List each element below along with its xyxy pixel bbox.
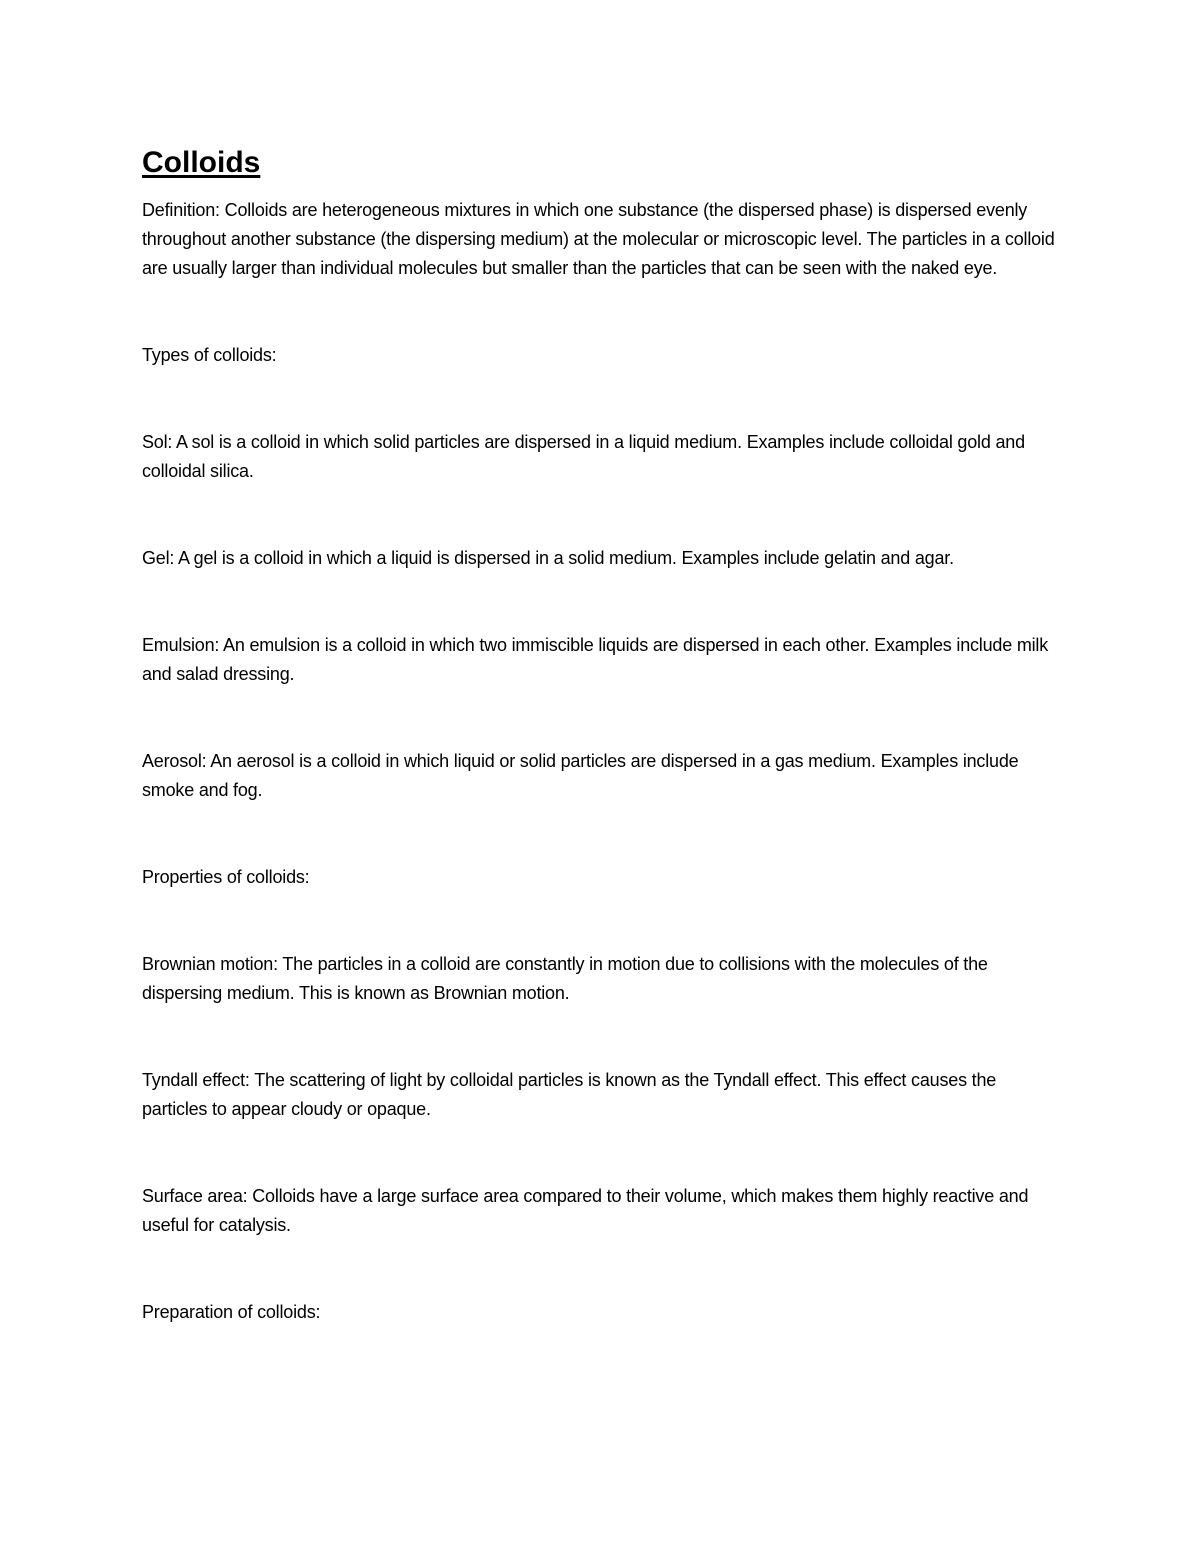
spacer xyxy=(142,486,1057,544)
spacer xyxy=(142,892,1057,950)
surface-area-paragraph: Surface area: Colloids have a large surface area compared to their volume, which makes them highly reactive and useful for catalysis. xyxy=(142,1186,1029,1235)
properties-heading: Properties of colloids: xyxy=(142,867,310,887)
spacer xyxy=(142,1124,1057,1182)
spacer xyxy=(142,1240,1057,1298)
spacer xyxy=(142,573,1057,631)
aerosol-paragraph: Aerosol: An aerosol is a colloid in which liquid or solid particles are dispersed in a gas medium. Examples include smoke and fog. xyxy=(142,751,1019,800)
document-page xyxy=(142,140,1057,1327)
emulsion-paragraph: Emulsion: An emulsion is a colloid in which two immiscible liquids are dispersed in each other. Examples include milk and salad dressing. xyxy=(142,635,1049,684)
spacer xyxy=(142,689,1057,747)
gel-paragraph: Gel: A gel is a colloid in which a liquid is dispersed in a solid medium. Examples include gelatin and agar. xyxy=(142,548,954,568)
tyndall-effect-paragraph: Tyndall effect: The scattering of light by colloidal particles is known as the Tyndall effect. This effect causes the particles to appear cloudy or opaque. xyxy=(142,1070,997,1119)
spacer xyxy=(142,283,1057,341)
sol-paragraph: Sol: A sol is a colloid in which solid particles are dispersed in a liquid medium. Examples include colloidal gold and colloidal silica. xyxy=(142,432,1025,481)
spacer xyxy=(142,805,1057,863)
types-heading: Types of colloids: xyxy=(142,345,277,365)
preparation-heading: Preparation of colloids: xyxy=(142,1302,321,1322)
document-title: Colloids xyxy=(142,146,261,179)
spacer xyxy=(142,370,1057,428)
brownian-motion-paragraph: Brownian motion: The particles in a colloid are constantly in motion due to collisions with the molecules of the dispersing medium. This is known as Brownian motion. xyxy=(142,954,988,1003)
definition-paragraph: Definition: Colloids are heterogeneous mixtures in which one substance (the dispersed phase) is dispersed evenly throughout another substance (the dispersing medium) at the molecular or microscopic level. The particles in a colloid are usually larger than individual molecules but smaller than the particles that can be seen with the naked eye. xyxy=(142,200,1055,278)
spacer xyxy=(142,1008,1057,1066)
